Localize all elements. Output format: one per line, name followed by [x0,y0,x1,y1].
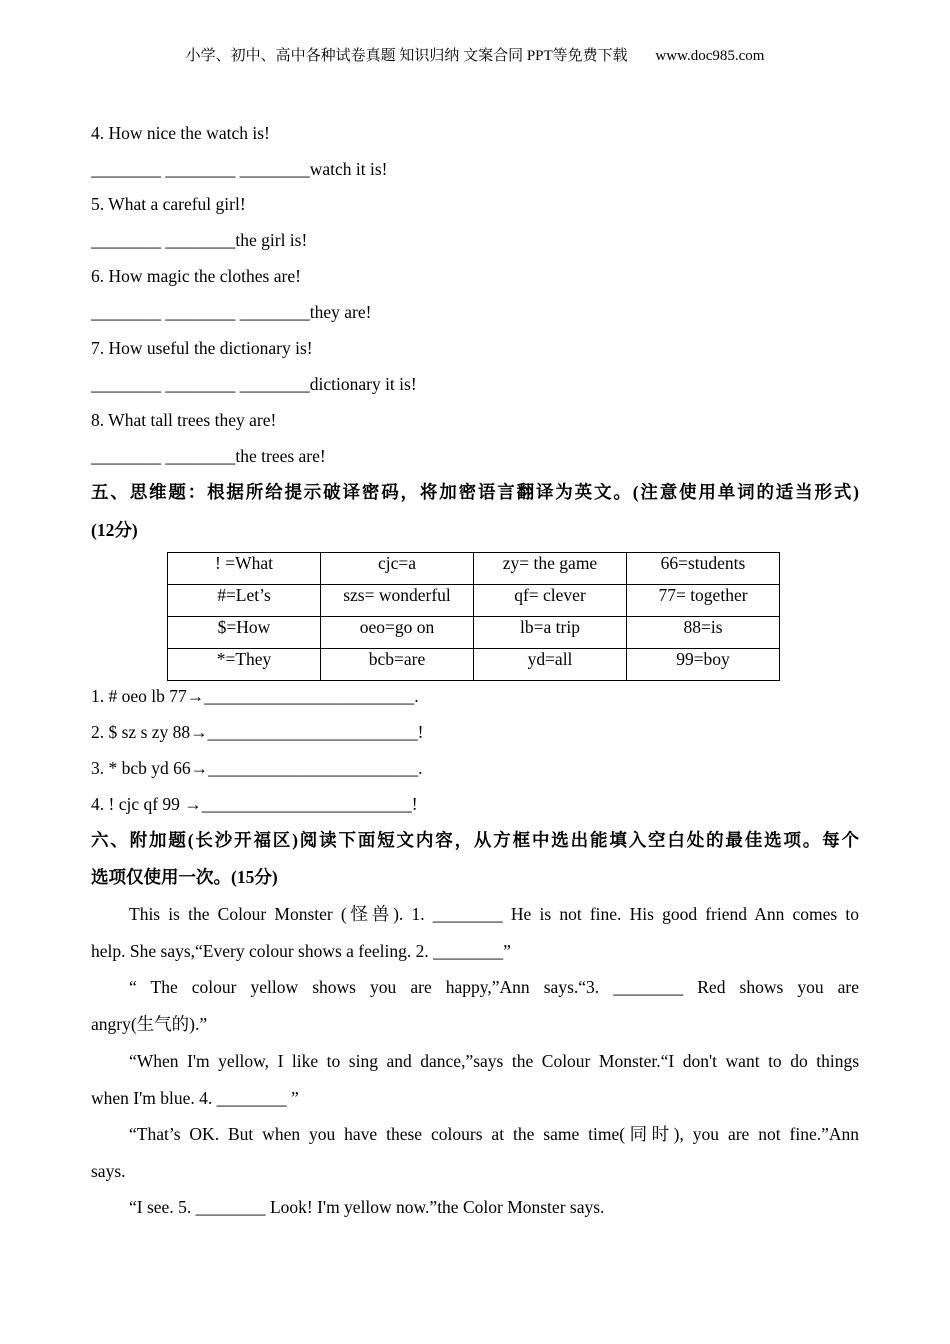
table-cell: ! =What [168,553,321,585]
table-cell: zy= the game [474,553,627,585]
table-cell: bcb=are [321,649,474,681]
question-8: 8. What tall trees they are! [91,410,277,430]
question-7: 7. How useful the dictionary is! [91,338,313,358]
cipher-item-3: 3. * bcb yd 66→________________________. [91,758,423,778]
table-cell: szs= wonderful [321,585,474,617]
table-cell: 77= together [627,585,780,617]
table-cell: qf= clever [474,585,627,617]
header-text: 小学、初中、高中各种试卷真题 知识归纳 文案合同 PPT等免费下载 [185,48,628,64]
table-cell: 99=boy [627,649,780,681]
passage-line: says. [91,1161,126,1181]
cipher-item-4: 4. ! cjc qf 99 →________________________! [91,794,418,814]
table-cell: cjc=a [321,553,474,585]
header-url: www.doc985.com [655,48,765,64]
table-row [168,553,780,585]
table-cell: 66=students [627,553,780,585]
passage-line: when I'm blue. 4. ________ ” [91,1088,299,1108]
table-cell: $=How [168,617,321,649]
passage-line: help. She says,“Every colour shows a feeling. 2. ________” [91,941,511,961]
answer-8: ________ ________the trees are! [91,446,326,466]
passage-line: This is the Colour Monster (怪兽). 1. ________ He is not fine. His good friend Ann comes to [129,904,859,924]
cipher-item-1: 1. # oeo lb 77→________________________. [91,686,419,706]
answer-5: ________ ________the girl is! [91,230,308,250]
table-row [168,585,780,617]
table-row [168,649,780,681]
question-6: 6. How magic the clothes are! [91,266,301,286]
question-4: 4. How nice the watch is! [91,123,270,143]
section6-title-cont: 选项仅使用一次。(15分) [91,867,278,887]
passage-line: “When I'm yellow, I like to sing and dance,”says the Colour Monster.“I don't want to do things [129,1051,859,1071]
answer-4: ________ ________ ________watch it is! [91,159,388,179]
answer-7: ________ ________ ________dictionary it is! [91,374,417,394]
table-cell: 88=is [627,617,780,649]
table-cell: lb=a trip [474,617,627,649]
table-cell: yd=all [474,649,627,681]
cipher-item-2: 2. $ sz s zy 88→________________________! [91,722,424,742]
section5-score: (12分) [91,520,138,540]
table-cell: *=They [168,649,321,681]
section5-title: 五、思维题：根据所给提示破译密码，将加密语言翻译为英文。(注意使用单词的适当形式) [91,482,859,502]
passage-line: “That’s OK. But when you have these colours at the same time(同时), you are not fine.”Ann [129,1124,859,1144]
table-row [168,617,780,649]
page-header [0,45,950,67]
table-cell: oeo=go on [321,617,474,649]
table-cell: #=Let’s [168,585,321,617]
answer-6: ________ ________ ________they are! [91,302,372,322]
cipher-table [167,552,780,681]
passage-line: “I see. 5. ________ Look! I'm yellow now.”the Color Monster says. [129,1197,605,1217]
question-5: 5. What a careful girl! [91,194,246,214]
passage-line: angry(生气的).” [91,1014,208,1034]
passage-line: “ The colour yellow shows you are happy,”Ann says.“3. ________ Red shows you are [129,977,859,997]
section6-title: 六、附加题(长沙开福区)阅读下面短文内容，从方框中选出能填入空白处的最佳选项。每个 [91,830,859,850]
